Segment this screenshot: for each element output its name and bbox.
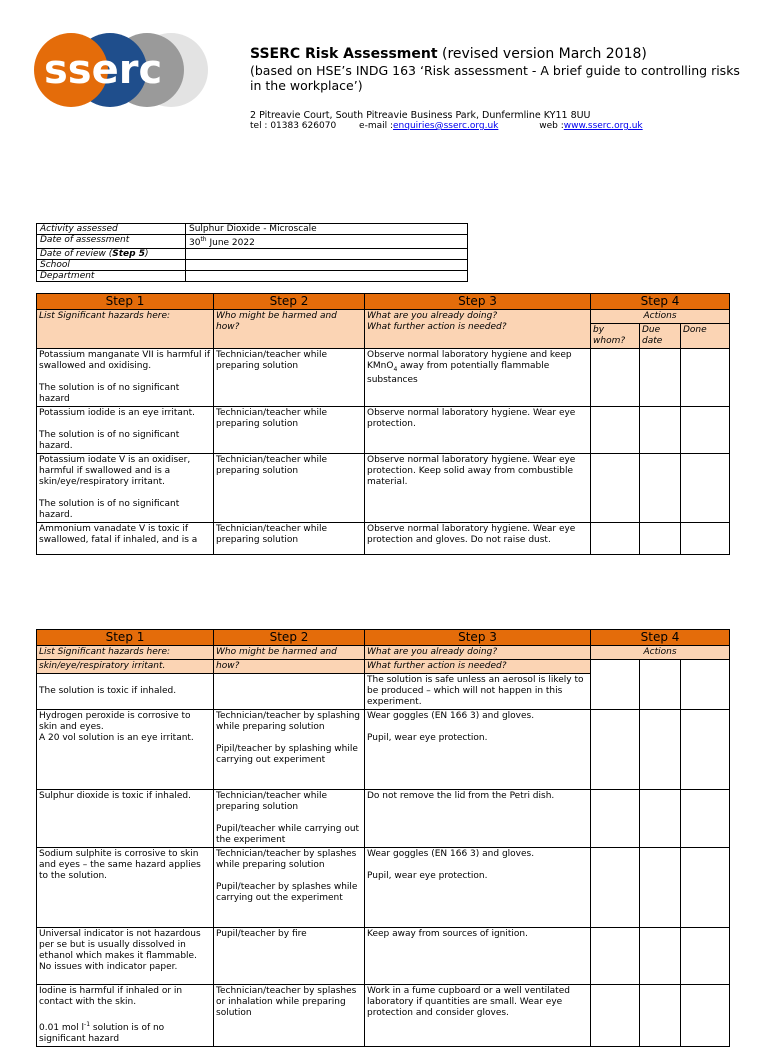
hazard-cell: Ammonium vanadate V is toxic if swallowed, fatal if inhaled, and is a [37, 523, 214, 555]
assessment-info-table [36, 223, 468, 282]
tel: tel : 01383 626070 [250, 121, 337, 131]
action-cell: Do not remove the lid from the Petri dish. [365, 790, 591, 848]
action-cell: Work in a fume cupboard or a well ventilated laboratory if quantities are small. Wear eye protection and consider gloves. [365, 985, 591, 1047]
action-cell [365, 710, 591, 790]
hazard-text [39, 1019, 211, 1045]
actions-subheader: Actions [591, 310, 730, 324]
who-cell [214, 790, 365, 848]
hazards-subheader: List Significant hazards here: [37, 646, 214, 660]
subheader-row [37, 646, 730, 660]
risk-table-1 [36, 293, 730, 555]
doing-subheader [365, 310, 591, 349]
by-whom-cell[interactable] [591, 349, 640, 407]
by-whom-cell[interactable] [591, 928, 640, 985]
step-3-header: Step 3 [365, 630, 591, 646]
hazard-cell [37, 985, 214, 1047]
due-date-cell[interactable] [640, 790, 681, 848]
done-cell[interactable] [681, 523, 730, 555]
who-cell: Technician/teacher while preparing solution [214, 349, 365, 407]
by-whom-cell[interactable] [591, 523, 640, 555]
table-row [37, 523, 730, 555]
hazard-text: Potassium manganate VII is harmful if swallowed and oxidising. [39, 350, 211, 371]
title-bold: SSERC Risk Assessment [250, 46, 438, 62]
done-cell[interactable] [681, 660, 730, 710]
by-whom-cell[interactable] [591, 985, 640, 1047]
header-block [250, 46, 750, 132]
date-rest: June 2022 [206, 238, 255, 248]
due-date-cell[interactable] [640, 523, 681, 555]
hazard-text: A 20 vol solution is an eye irritant. [39, 733, 194, 743]
who-cell [214, 710, 365, 790]
step-header-row [37, 630, 730, 646]
action-cell: Observe normal laboratory hygiene. Wear eye protection and gloves. Do not raise dust. [365, 523, 591, 555]
done-cell[interactable] [681, 928, 730, 985]
table-row [37, 848, 730, 928]
hazard-cell [37, 454, 214, 523]
spacer [39, 372, 211, 383]
subheader-row [37, 310, 730, 324]
who-cell: Technician/teacher by splashes or inhalation while preparing solution [214, 985, 365, 1047]
info-label: Date of assessment [37, 235, 186, 249]
by-whom-cell[interactable] [591, 848, 640, 928]
info-row [37, 249, 468, 260]
subheader-row [37, 660, 730, 674]
action-text: Wear goggles (EN 166 3) and gloves. [367, 849, 535, 859]
who-text: Technician/teacher by splashing while preparing solution [216, 711, 361, 732]
who-text: Pupil/teacher by splashes while carrying out the experiment [216, 882, 358, 903]
who-cell [214, 848, 365, 928]
who-text: Technician/teacher by splashes while preparing solution [216, 849, 357, 870]
spacer [216, 813, 362, 824]
due-date-cell[interactable] [640, 710, 681, 790]
info-label: School [37, 260, 186, 271]
page-subtitle: (based on HSE’s INDG 163 ‘Risk assessment - A brief guide to controlling risks in the workplace’) [250, 63, 740, 93]
spacer [216, 871, 362, 882]
contact-line [250, 121, 750, 132]
date-suffix: th [200, 236, 207, 243]
hazard-text: Hydrogen peroxide is corrosive to skin and eyes. [39, 711, 191, 732]
email-label: e-mail : [359, 121, 394, 131]
by-whom-header: by whom? [591, 324, 640, 349]
info-label [37, 249, 186, 260]
spacer [216, 733, 362, 744]
step-1-header: Step 1 [37, 294, 214, 310]
done-header: Done [681, 324, 730, 349]
action-text: Wear goggles (EN 166 3) and gloves. [367, 711, 535, 721]
hazard-cell: Sodium sulphite is corrosive to skin and eyes – the same hazard applies to the solution. [37, 848, 214, 928]
hazard-cell [37, 349, 214, 407]
doing-label: What are you already doing? [367, 311, 498, 321]
hazard-text: The solution is of no significant hazard [39, 383, 180, 404]
due-date-cell[interactable] [640, 928, 681, 985]
action-cell: Observe normal laboratory hygiene. Wear eye protection. Keep solid away from combustible material. [365, 454, 591, 523]
who-cell: Technician/teacher while preparing solution [214, 407, 365, 454]
info-label: Department [37, 271, 186, 282]
who-text: Pipil/teacher by splashing while carrying out experiment [216, 744, 358, 765]
by-whom-cell[interactable] [591, 407, 640, 454]
hazard-text: The solution is of no significant hazard. [39, 499, 180, 520]
table-row [37, 928, 730, 985]
table-row [37, 790, 730, 848]
table-row [37, 710, 730, 790]
superscript: -1 [84, 1021, 91, 1028]
review-label-bold: Step 5 [112, 249, 145, 259]
done-cell[interactable] [681, 710, 730, 790]
due-date-cell[interactable] [640, 349, 681, 407]
step-4-header: Step 4 [591, 630, 730, 646]
step-1-header: Step 1 [37, 630, 214, 646]
conc-text: solution is of no significant hazard [39, 1023, 165, 1044]
step-2-header: Step 2 [214, 630, 365, 646]
info-label: Activity assessed [37, 224, 186, 235]
hazard-text: Iodine is harmful if inhaled or in contact with the skin. [39, 986, 183, 1007]
info-row [37, 260, 468, 271]
subscript: 4 [393, 365, 398, 373]
action-text: Observe normal laboratory hygiene and keep KMnO [367, 350, 572, 371]
conc-text: 0.01 mol l [39, 1023, 85, 1033]
action-text: Pupil, wear eye protection. [367, 733, 488, 743]
table-row [37, 407, 730, 454]
info-row [37, 271, 468, 282]
action-cell [365, 848, 591, 928]
hazard-cell [37, 407, 214, 454]
review-label-pre: Date of review ( [40, 249, 113, 259]
actions-subheader: Actions [591, 646, 730, 660]
spacer [39, 488, 211, 499]
due-date-cell[interactable] [640, 848, 681, 928]
email-link[interactable]: enquiries@sserc.org.uk [393, 121, 499, 131]
spacer [367, 722, 588, 733]
hazard-cell: The solution is toxic if inhaled. [37, 674, 214, 710]
done-cell[interactable] [681, 454, 730, 523]
by-whom-cell[interactable] [591, 710, 640, 790]
title-rest: (revised version March 2018) [437, 46, 647, 62]
due-date-cell[interactable] [640, 660, 681, 710]
further-label: What further action is needed? [367, 322, 507, 332]
done-cell[interactable] [681, 985, 730, 1047]
step-4-header: Step 4 [591, 294, 730, 310]
step-header-row [37, 294, 730, 310]
who-subheader-cont: how? [214, 660, 365, 674]
page-title [250, 46, 750, 63]
who-cell: Technician/teacher while preparing solution [214, 454, 365, 523]
hazard-cell [37, 928, 214, 985]
step-2-header: Step 2 [214, 294, 365, 310]
due-date-header: Due date [640, 324, 681, 349]
hazard-text: Universal indicator is not hazardous per se but is usually dissolved in ethanol which makes it flammable. [39, 929, 201, 961]
review-label-post: ) [144, 249, 149, 259]
who-subheader: Who might be harmed and how? [214, 310, 365, 349]
info-value [186, 235, 468, 249]
action-text: Pupil, wear eye protection. [367, 871, 488, 881]
spacer [367, 860, 588, 871]
hazard-cell: Sulphur dioxide is toxic if inhaled. [37, 790, 214, 848]
done-cell[interactable] [681, 349, 730, 407]
action-cell: Keep away from sources of ignition. [365, 928, 591, 985]
hazard-text: Potassium iodate V is an oxidiser, harmful if swallowed and is a skin/eye/respiratory irritant. [39, 455, 191, 487]
action-cell [365, 349, 591, 407]
continued-hazard: skin/eye/respiratory irritant. [37, 660, 214, 674]
date-day: 30 [189, 238, 201, 248]
who-subheader: Who might be harmed and [214, 646, 365, 660]
by-whom-cell[interactable] [591, 454, 640, 523]
doing-subheader: What are you already doing? [365, 646, 591, 660]
done-cell[interactable] [681, 407, 730, 454]
info-value[interactable] [186, 271, 468, 282]
who-cell: Pupil/teacher by fire [214, 928, 365, 985]
action-cell: Observe normal laboratory hygiene. Wear eye protection. [365, 407, 591, 454]
web-link[interactable]: www.sserc.org.uk [563, 121, 643, 131]
step-3-header: Step 3 [365, 294, 591, 310]
done-cell[interactable] [681, 790, 730, 848]
done-cell[interactable] [681, 848, 730, 928]
table-row [37, 454, 730, 523]
due-date-cell[interactable] [640, 985, 681, 1047]
by-whom-cell[interactable] [591, 790, 640, 848]
table-row [37, 349, 730, 407]
hazard-text: Potassium iodide is an eye irritant. [39, 408, 195, 418]
info-value[interactable] [186, 260, 468, 271]
action-text: away from potentially flammable substances [367, 361, 550, 385]
web-label: web : [539, 121, 564, 131]
spacer [39, 419, 211, 430]
sserc-logo [34, 33, 214, 107]
address: 2 Pitreavie Court, South Pitreavie Business Park, Dunfermline KY11 8UU [250, 110, 591, 121]
info-row [37, 224, 468, 235]
info-value[interactable] [186, 249, 468, 260]
info-value: Sulphur Dioxide - Microscale [186, 224, 468, 235]
hazard-cell [37, 710, 214, 790]
who-text: Technician/teacher while preparing solution [216, 791, 327, 812]
who-text: Pupil/teacher while carrying out the experiment [216, 824, 360, 845]
spacer [39, 1008, 211, 1019]
hazards-subheader: List Significant hazards here: [37, 310, 214, 349]
by-whom-cell[interactable] [591, 660, 640, 710]
hazard-text: No issues with indicator paper. [39, 962, 178, 972]
action-cell: The solution is safe unless an aerosol is likely to be produced – which will not happen in this experiment. [365, 674, 591, 710]
due-date-cell[interactable] [640, 454, 681, 523]
info-row [37, 235, 468, 249]
further-subheader: What further action is needed? [365, 660, 591, 674]
logo-text: sserc [44, 47, 163, 93]
table-row [37, 985, 730, 1047]
who-cell: Technician/teacher while preparing solution [214, 523, 365, 555]
who-cell [214, 674, 365, 710]
risk-table-2 [36, 629, 730, 1047]
hazard-text: The solution is of no significant hazard. [39, 430, 180, 451]
due-date-cell[interactable] [640, 407, 681, 454]
